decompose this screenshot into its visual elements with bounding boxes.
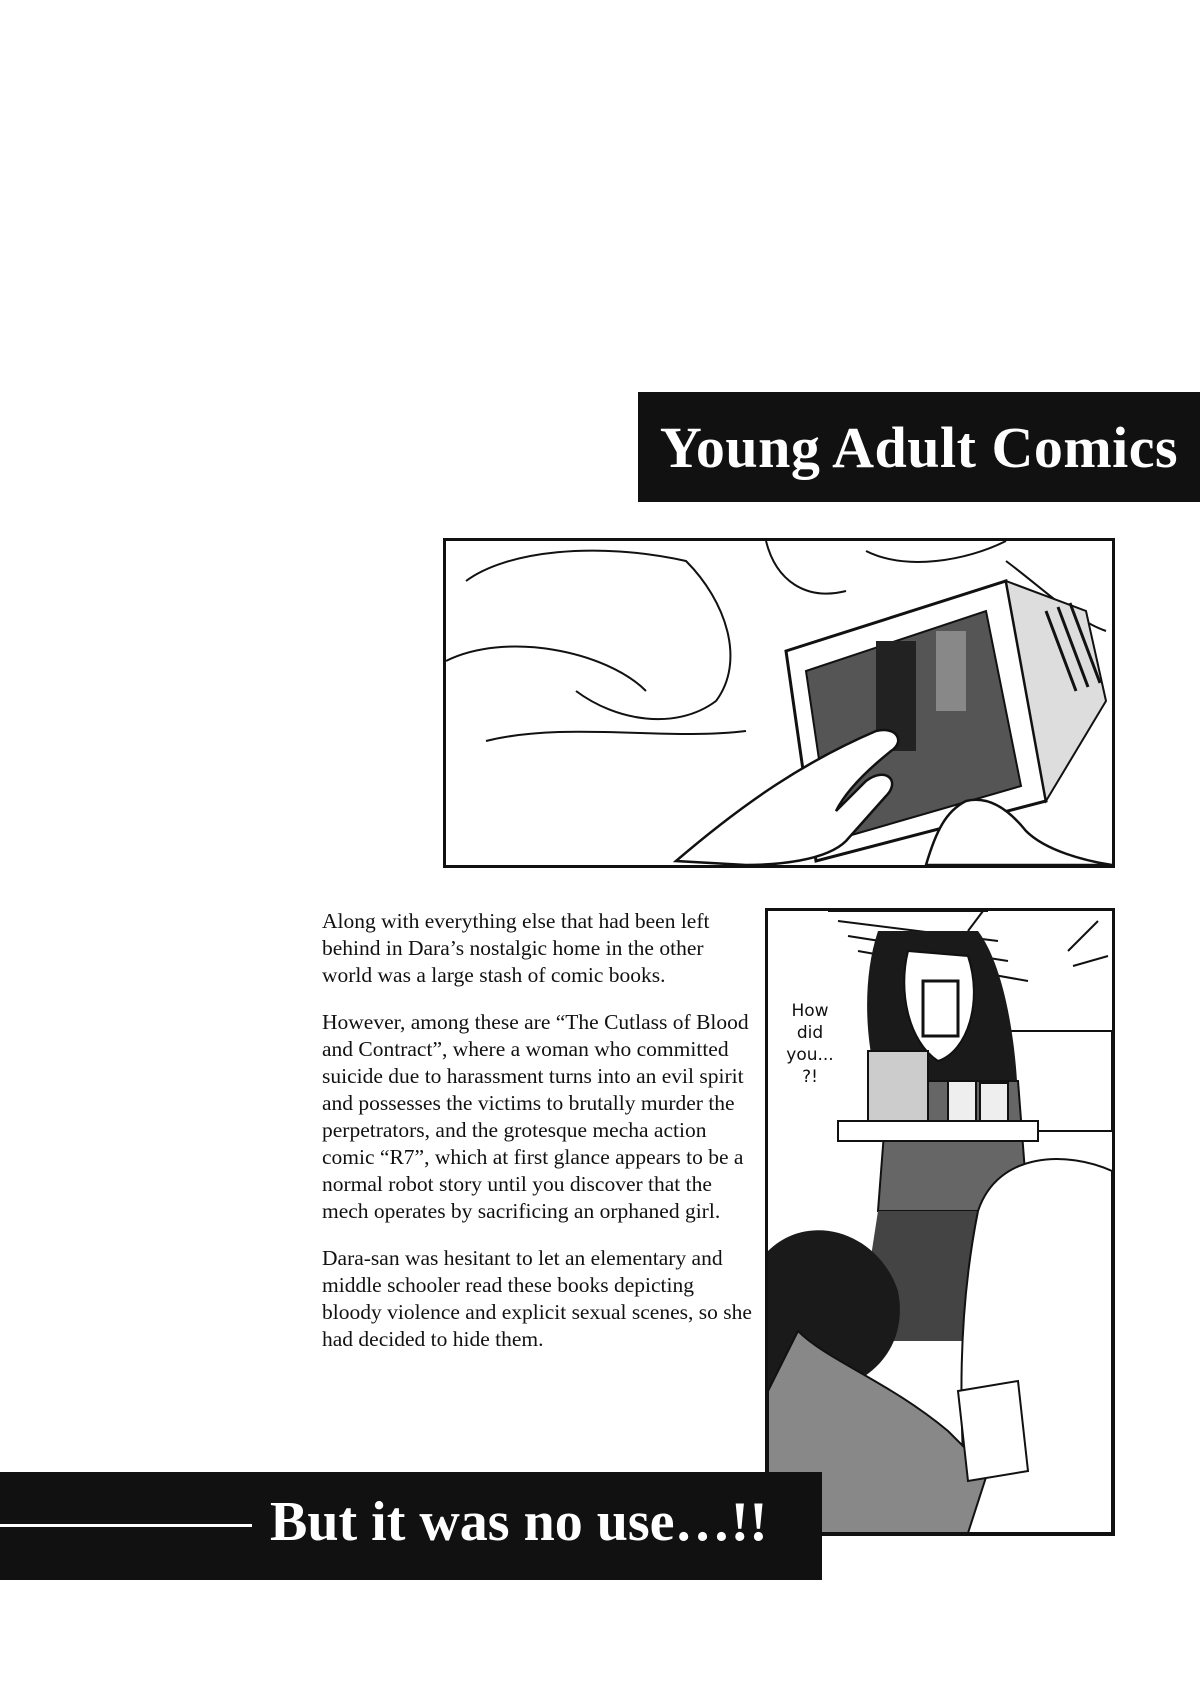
- banner-rule: [0, 1524, 252, 1527]
- section-title: Young Adult Comics: [659, 414, 1179, 480]
- paragraph-2: However, among these are “The Cutlass of Blood and Contract”, where a woman who committed suicide due to harassment turns into an evil spirit and possesses the victims to brutally murder the perpetrators, and the grotesque mecha action comic “R7”, which at first glance appears to be a normal robot story until you discover that the mech operates by sacrificing an orphaned girl.: [322, 1010, 749, 1223]
- paragraph-1: Along with everything else that had been left behind in Dara’s nostalgic home in the other world was a large stash of comic books.: [322, 909, 710, 987]
- closing-tagline: But it was no use…!!: [270, 1491, 768, 1553]
- manga-panel-reading-comic: [443, 538, 1115, 868]
- panel-illustration-hands-holding-comic: [446, 541, 1112, 865]
- paragraph-3: Dara-san was hesitant to let an elementary and middle schooler read these books depicting bloody violence and explicit sexual scenes, so she had decided to hide them.: [322, 1246, 752, 1351]
- bubble-line: did: [796, 1023, 824, 1043]
- closing-banner: [0, 1472, 822, 1580]
- section-title-banner: [638, 392, 1200, 502]
- bubble-line: How: [791, 1001, 829, 1021]
- bubble-line: ?!: [802, 1067, 818, 1087]
- bubble-line: you...: [786, 1045, 834, 1065]
- narration-text: [322, 908, 752, 1373]
- speech-bubble: [778, 1000, 842, 1088]
